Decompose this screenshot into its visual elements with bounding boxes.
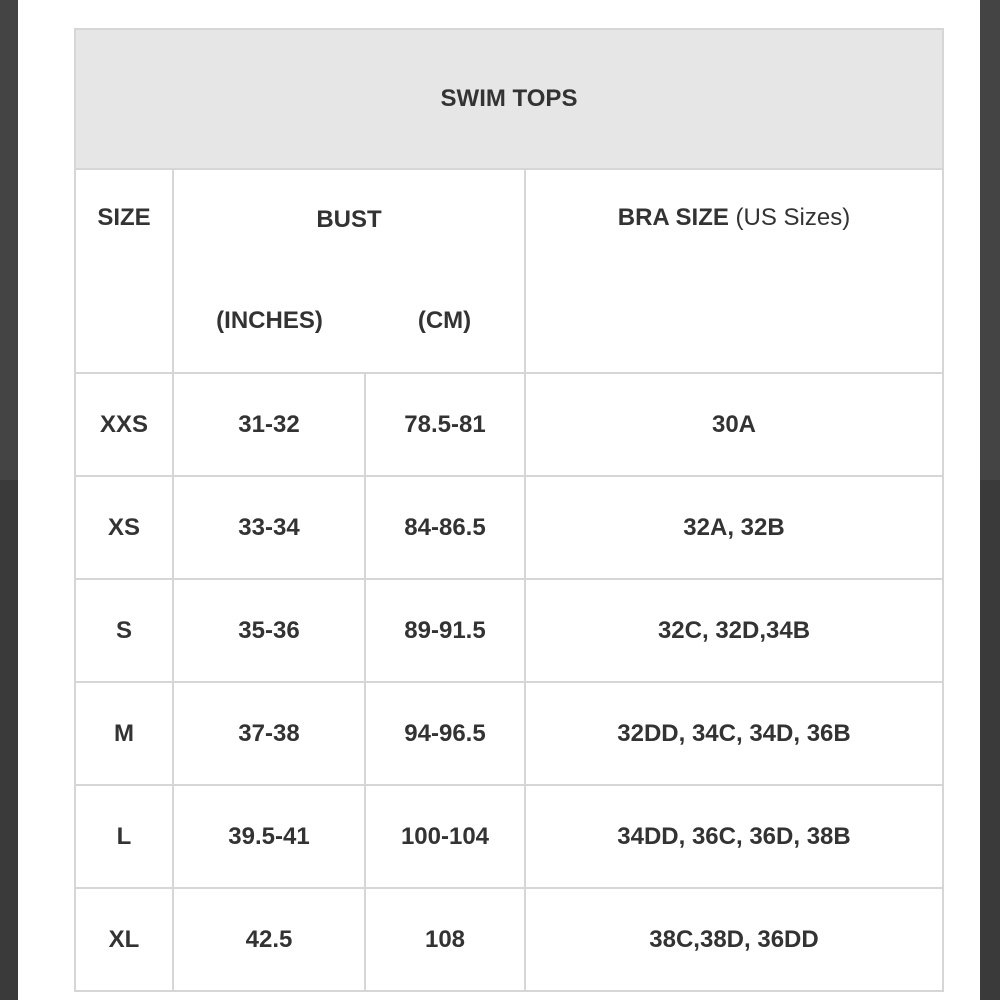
- size-header-label: SIZE: [97, 204, 151, 231]
- bra-size-header-label: BRA SIZE: [617, 204, 729, 231]
- table-title: SWIM TOPS: [75, 29, 943, 169]
- bra-size-cell: 32C, 32D,34B: [525, 579, 943, 682]
- bust-cm-cell: 78.5-81: [365, 373, 525, 476]
- bra-size-column-header: [525, 169, 943, 373]
- bust-inches-cell: 33-34: [173, 476, 365, 579]
- size-cell: L: [75, 785, 173, 888]
- size-cell: XXS: [75, 373, 173, 476]
- table-row: [75, 682, 943, 785]
- table-row: [75, 579, 943, 682]
- bust-inches-cell: 31-32: [173, 373, 365, 476]
- table-row: [75, 476, 943, 579]
- size-chart-sheet: [18, 0, 980, 1000]
- size-cell: S: [75, 579, 173, 682]
- bra-size-cell: 32A, 32B: [525, 476, 943, 579]
- bust-cm-header: (CM): [365, 270, 525, 373]
- table-row: [75, 888, 943, 991]
- bra-size-header-note: (US Sizes): [735, 204, 851, 231]
- bust-cm-cell: 100-104: [365, 785, 525, 888]
- bust-inches-cell: 37-38: [173, 682, 365, 785]
- size-cell: XL: [75, 888, 173, 991]
- bust-cm-cell: 89-91.5: [365, 579, 525, 682]
- bust-cm-cell: 108: [365, 888, 525, 991]
- bust-inches-cell: 35-36: [173, 579, 365, 682]
- bust-inches-cell: 39.5-41: [173, 785, 365, 888]
- table-row: [75, 373, 943, 476]
- bust-cm-cell: 94-96.5: [365, 682, 525, 785]
- bust-column-header: BUST: [173, 169, 525, 270]
- size-cell: M: [75, 682, 173, 785]
- bust-cm-cell: 84-86.5: [365, 476, 525, 579]
- bust-inches-cell: 42.5: [173, 888, 365, 991]
- size-cell: XS: [75, 476, 173, 579]
- swim-tops-size-table: [74, 28, 944, 992]
- size-column-header: [75, 169, 173, 373]
- bust-inches-header: (INCHES): [173, 270, 365, 373]
- bra-size-cell: 38C,38D, 36DD: [525, 888, 943, 991]
- bra-size-cell: 30A: [525, 373, 943, 476]
- bra-size-cell: 32DD, 34C, 34D, 36B: [525, 682, 943, 785]
- bra-size-cell: 34DD, 36C, 36D, 38B: [525, 785, 943, 888]
- table-row: [75, 785, 943, 888]
